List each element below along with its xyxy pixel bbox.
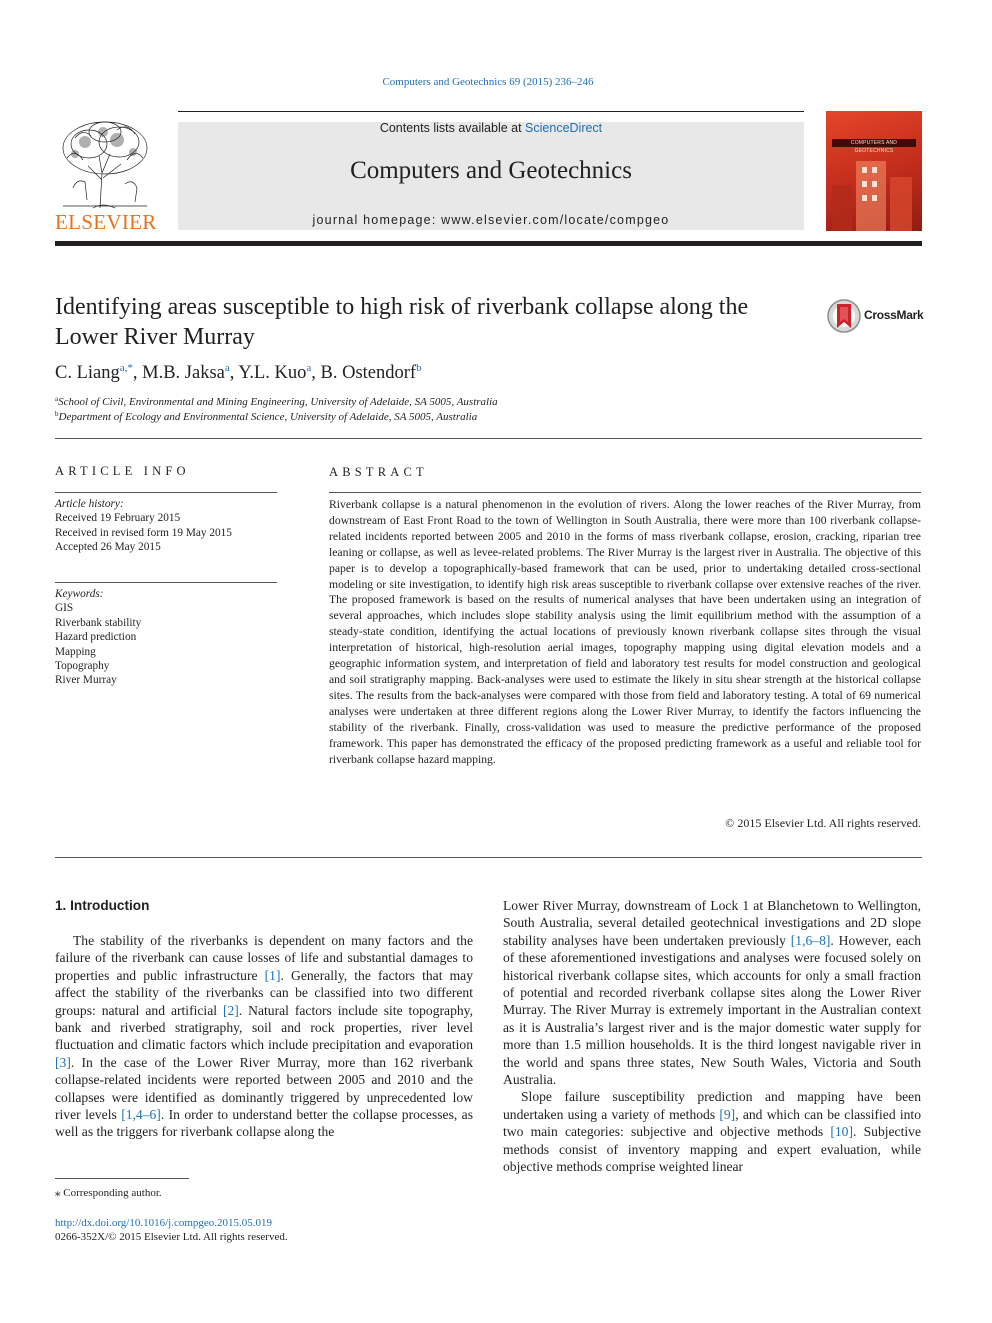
keywords [55,587,141,688]
history-accepted: Accepted 26 May 2015 [55,541,161,554]
keyword: Topography [55,660,110,673]
elsevier-wordmark: ELSEVIER [55,210,157,234]
cover-title: COMPUTERS AND GEOTECHNICS [832,139,916,147]
keyword: River Murray [55,674,117,687]
body-text: Lower River Murray, downstream of Lock 1 at Blanchetown to Wellington, South Australia, several detailed geotechnical investigations and 2D slope stability analyses have been undertaken previously [503,898,921,948]
paragraph [503,897,921,1088]
paragraph [503,1088,921,1175]
journal-cover-image[interactable] [826,111,922,231]
history-revised: Received in revised form 19 May 2015 [55,526,232,539]
journal-homepage [178,213,804,227]
footnote-rule [55,1178,189,1179]
journal-title: Computers and Geotechnics [350,157,632,184]
affiliation [55,410,477,423]
header-top-rule [178,111,804,112]
citation-link[interactable]: [2] [222,1002,239,1018]
citation-link[interactable]: [9] [719,1106,736,1122]
citation-link[interactable]: [1] [264,967,281,983]
sciencedirect-link[interactable]: ScienceDirect [525,121,603,135]
affiliation [55,395,498,408]
author-separator: , [229,363,239,383]
divider [55,857,922,858]
affiliation-mark: b [55,410,59,418]
citation-link[interactable]: [1,6–8] [790,932,831,948]
divider [55,492,277,493]
author-separator: , [132,363,143,383]
divider [55,438,922,439]
body-left-column [55,932,473,1141]
abstract-copyright: © 2015 Elsevier Ltd. All rights reserved. [725,816,921,830]
keywords-label: Keywords: [55,588,104,600]
issn-line: 0266-352X/© 2015 Elsevier Ltd. All rights reserved. [55,1231,288,1243]
corresponding-author-note: ⁎ Corresponding author. [55,1187,162,1199]
body-text: , and which can be classified into two main categories: subjective and objective methods [503,1106,921,1140]
divider [329,492,921,493]
author-name[interactable]: M.B. Jaksa [142,363,225,383]
author-name[interactable]: C. Liang [55,363,120,383]
article-title: Identifying areas susceptible to high risk of riverbank collapse along the Lower River Murray [55,294,749,350]
homepage-prefix: journal homepage: [312,213,442,227]
paragraph [55,932,473,1141]
body-text: . In the case of the Lower River Murray, more than 162 riverbank collapse-related incidents were reported between 2005 and 2010 and the collapses were identified as dominantly triggered by unprecedented low river levels [55,1054,473,1123]
body-right-column [503,897,921,1176]
author-separator: , [311,363,321,383]
article-info-heading: ARTICLE INFO [55,464,190,478]
history-label: Article history: [55,498,124,510]
author-affil-mark[interactable]: a [306,362,312,374]
citation-link[interactable]: [3] [55,1054,71,1070]
keyword: Hazard prediction [55,631,137,644]
body-text: . Subjective methods consist of inventory mapping and expert evaluation, while objective methods comprise weighted linear [503,1124,921,1175]
affiliation-text: Department of Ecology and Environmental Science, University of Adelaide, SA 5005, Australia [58,411,478,423]
citation-link[interactable]: [1,4–6] [121,1107,161,1123]
affiliation-text: School of Civil, Environmental and Mining Engineering, University of Adelaide, SA 5005, Australia [58,396,498,408]
author-name[interactable]: B. Ostendorf [320,363,417,383]
author-affil-mark[interactable]: a,* [119,362,133,374]
body-text: Slope failure susceptibility prediction and mapping have been undertaken using a variety of methods [503,1089,921,1122]
abstract-heading: ABSTRACT [329,465,428,479]
contents-line [178,121,804,135]
author-affil-mark[interactable]: a [224,362,230,374]
divider [55,582,277,583]
body-text: . Generally, the factors that may affect the stability of the riverbanks can be classified into two different groups: natural and artificial [55,967,473,1018]
history-received: Received 19 February 2015 [55,512,181,525]
keyword: Mapping [55,645,96,658]
keyword: Riverbank stability [55,616,142,629]
crossmark-label[interactable]: CrossMark [864,308,924,322]
crossmark-icon[interactable] [826,298,862,334]
author-list [55,362,422,384]
body-text: . Natural factors include site topography, bank and riverbed stratigraphy, soil and rock properties, river level fluctuation and climatic factors which include precipitation and evaporation [55,1002,473,1053]
body-text: . However, each of these aforementioned investigations and analyses were focused solely on historical riverbank collapse sites, which accounts for only a small fraction of potential and recorded riverbank collapse sites along the Lower River Murray. The River Murray is extremely important in the Australian context as it is Australia’s largest river and is the major domestic water supply for more than 1.5 million households. It is the third longest navigable river in the world and spans three states, New South Wales, Victoria and South Australia. [503,932,921,1088]
affiliation-mark: a [55,395,59,403]
contents-prefix: Contents lists available at [379,121,526,135]
elsevier-tree-logo [55,118,155,210]
author-affil-mark[interactable]: b [416,362,422,374]
journal-citation[interactable]: Computers and Geotechnics 69 (2015) 236–246 [382,76,594,88]
body-text: . In order to understand better the collapse processes, as well as the triggers for riverbank collapse along the [55,1107,473,1140]
body-text: The stability of the riverbanks is dependent on many factors and the failure of the riverbank can cause losses of life and substantial damages to properties and public infrastructure [55,933,473,983]
section-heading: 1. Introduction [55,898,150,913]
doi-link[interactable]: http://dx.doi.org/10.1016/j.compgeo.2015.05.019 [55,1217,273,1229]
header-thick-rule [55,241,922,246]
abstract-text: Riverbank collapse is a natural phenomenon in the evolution of rivers. Along the lower reaches of the River Murray, from downstream of East Front Road to the town of Wellington in South Australia, there were more than 100 riverbank collapse-related incidents reported between 2005 and 2010 in the forms of mass riverbank collapse, erosion, cracking, riparian tree leaning or collapse, as well as levee-related problems. The River Murray is the largest river in Australia. The objective of this paper is to develop a topographically-based framework that can be used, prior to undertaking detailed cross-sectional modeling or site investigation, to identify high risk areas susceptible to riverbank collapse over extensive reaches of the river. The proposed framework is based on the results of numerical analyses that have been undertaken using an integration of several approaches, which includes slope stability analysis using the limit equilibrium method with the assumption of a steady-state condition, identifying the actual locations of previously known riverbank collapse sites through the visual interpretation of historical, high-resolution aerial images, topography mapping using digital elevation models and a geographic information system, and interpretation of field and laboratory test results for model construction and geological and soil stratigraphy mapping. Back-analyses were used to estimate the likely in situ shear strength at the historical collapse sites. The results from the back-analyses were compared with those from field and laboratory testing. A total of 69 numerical analyses were undertaken at three different regions along the Lower River Murray, to identify the factors influencing the stability of the riverbank. Finally, cross-validation was used to measure the predictive performance of the proposed framework. This paper has demonstrated the efficacy of the proposed predicting framework as a useful and reliable tool for riverbank collapse hazard mapping. [329,498,921,766]
homepage-link[interactable]: www.elsevier.com/locate/compgeo [441,213,670,227]
citation-link[interactable]: [10] [830,1124,854,1140]
cover-graphic [826,151,922,231]
article-history [55,497,232,555]
author-name[interactable]: Y.L. Kuo [238,363,307,383]
keyword: GIS [55,602,74,615]
